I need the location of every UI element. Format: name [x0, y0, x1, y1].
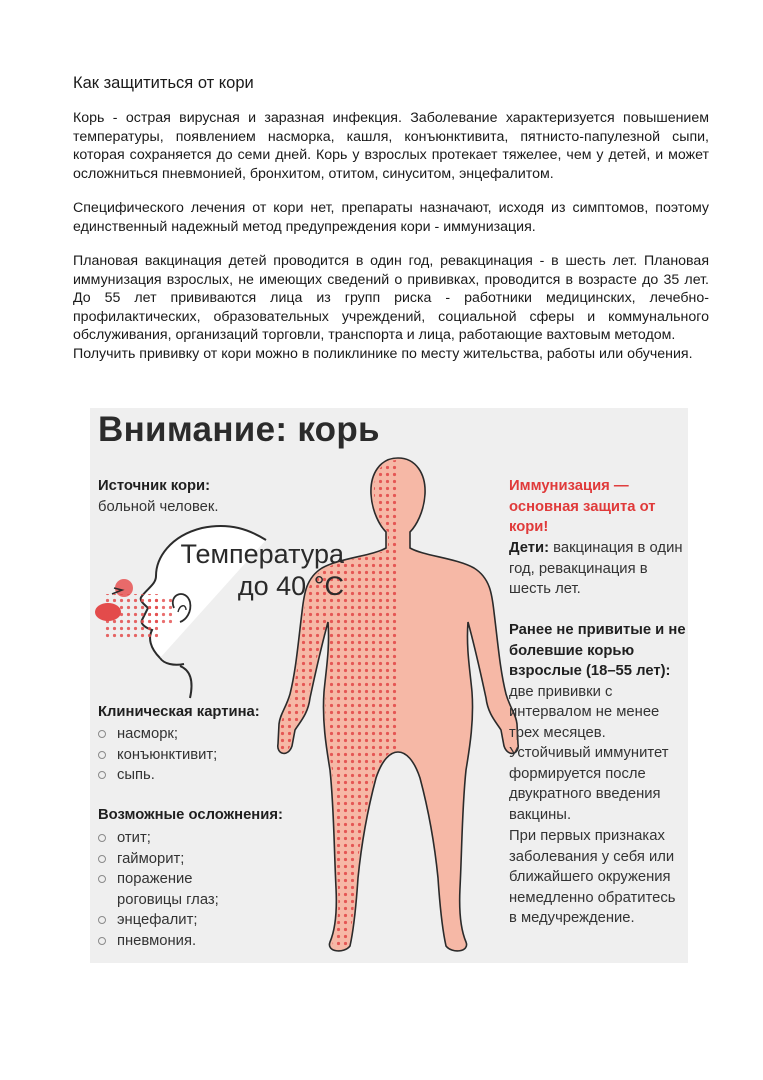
immunization-headline: Иммунизация — основная защита от кори! — [509, 478, 656, 535]
children-text: вакцинация в один год, ревакцинация в шесть лет. — [509, 540, 683, 597]
document-title: Как защититься от кори — [73, 74, 254, 92]
temperature-line-2: до 40 °С — [237, 571, 344, 601]
paragraph-intro: Корь - острая вирусная и заразная инфекция. Заболевание характеризуется повышением температуры, появлением насморка, кашля, конъюнктивита, пятнисто-папулезной сыпи, которая сохраняется до семи дней. Корь у взрослых протекает тяжелее, чем у детей, и может осложниться пневмонией, бронхитом, отитом, синуситом, энцефалитом. — [73, 110, 709, 182]
list-item: сыпь. — [96, 765, 286, 786]
list-item: пневмония. — [96, 931, 256, 952]
measles-poster — [90, 408, 688, 963]
paragraph-treatment: Специфического лечения от кори нет, препараты назначают, исходя из симптомов, поэтому единственный надежный метод предупреждения кори - иммунизация. — [73, 200, 709, 235]
complications-list — [96, 828, 256, 951]
clinical-list — [96, 724, 286, 786]
list-item: насморк; — [96, 724, 286, 745]
children-label: Дети: — [509, 540, 550, 556]
source-text: больной человек. — [98, 498, 219, 515]
children-info — [509, 538, 687, 600]
complications-title: Возможные осложнения: — [98, 807, 283, 823]
adults-text: две прививки с интервалом не менее трех месяцев. Устойчивый иммунитет формируется после двукратного введения вакцины. — [509, 683, 669, 823]
advice-text: При первых признаках заболевания у себя или ближайшего окружения немедленно обратитесь в медучреждение. — [509, 828, 676, 926]
list-item: отит; — [96, 828, 256, 849]
paragraph-where: Получить прививку от кори можно в поликлинике по месту жительства, работы или обучения. — [73, 345, 693, 362]
temperature-line-1: Температура — [180, 539, 344, 569]
list-item: гайморит; — [96, 849, 256, 870]
list-item: энцефалит; — [96, 910, 256, 931]
paragraph-vaccination: Плановая вакцинация детей проводится в один год, ревакцинация - в шесть лет. Плановая иммунизация взрослых, не имеющих сведений о прививках, проводится в возрасте до 35 лет. До 55 лет прививаются лица из групп риска - работники медицинских, лечебно-профилактических, образовательных учреждений, социальной сферы и коммунального обслуживания, организаций торговли, транспорта и лица, работающие вахтовым методом. — [73, 253, 709, 343]
human-figure-icon — [278, 458, 518, 951]
temperature-callout — [134, 538, 344, 602]
source-label: Источник кори: — [98, 478, 211, 494]
list-item: конъюнктивит; — [96, 745, 286, 766]
poster-title: Внимание: корь — [98, 410, 380, 449]
list-item: поражение роговицы глаз; — [96, 869, 256, 910]
measles-source — [98, 476, 298, 517]
adults-info — [509, 620, 687, 825]
document-body — [73, 74, 709, 363]
clinical-title: Клиническая картина: — [98, 704, 260, 720]
adults-label: Ранее не привитые и не болевшие корью взрослые (18–55 лет): — [509, 622, 686, 679]
